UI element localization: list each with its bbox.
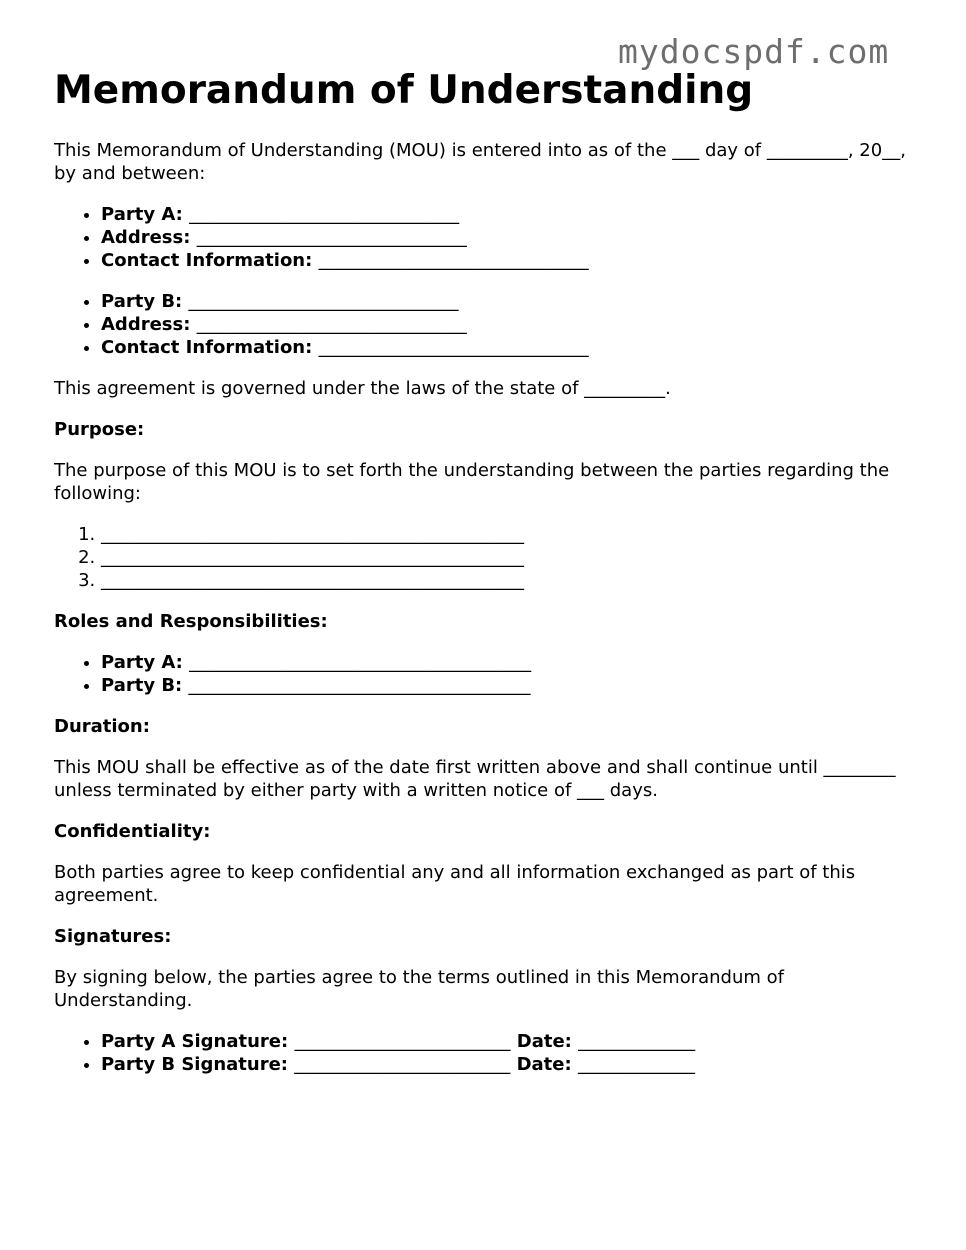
list-item [101, 203, 924, 226]
signatures-list [54, 1030, 924, 1076]
purpose-item-field[interactable]: 3. _______________________________________________ [101, 569, 924, 592]
intro-paragraph: This Memorandum of Understanding (MOU) is entered into as of the ___ day of _________, 20__, by and between: [54, 140, 906, 184]
party-a-date-label: Date: [516, 1031, 572, 1052]
list-item [101, 1030, 924, 1053]
party-a-signature-label: Party A Signature: [101, 1031, 289, 1052]
confidentiality-paragraph: Both parties agree to keep confidential any and all information exchanged as part of this agreement. [54, 862, 856, 906]
governing-law-paragraph: This agreement is governed under the laws of the state of _________. [54, 378, 671, 399]
party-b-contact-field[interactable]: ______________________________ [318, 337, 589, 358]
party-a-label: Party A: [101, 204, 183, 225]
list-item [101, 674, 924, 697]
roles-party-a-label: Party A: [101, 652, 183, 673]
roles-party-b-label: Party B: [101, 675, 183, 696]
watermark: mydocspdf.com [618, 32, 890, 71]
party-b-label: Party B: [101, 291, 183, 312]
party-a-contact-field[interactable]: ______________________________ [318, 250, 589, 271]
party-a-address-label: Address: [101, 227, 191, 248]
confidentiality-heading: Confidentiality: [54, 821, 211, 842]
document-body [54, 139, 924, 1094]
list-item [101, 226, 924, 249]
roles-list [54, 651, 924, 697]
duration-paragraph: This MOU shall be effective as of the date first written above and shall continue until ________ unless terminated by either party with a written notice of ___ days. [54, 757, 896, 801]
party-a-signature-field[interactable]: ________________________ [294, 1031, 511, 1052]
list-item [101, 313, 924, 336]
signatures-heading: Signatures: [54, 926, 172, 947]
purpose-list [54, 523, 924, 592]
party-b-list [54, 290, 924, 359]
list-item [101, 290, 924, 313]
party-b-signature-label: Party B Signature: [101, 1054, 289, 1075]
list-item [101, 249, 924, 272]
party-a-date-field[interactable]: _____________ [578, 1031, 696, 1052]
party-a-name-field[interactable]: ______________________________ [189, 204, 460, 225]
party-b-address-field[interactable]: ______________________________ [196, 314, 467, 335]
list-item [101, 336, 924, 359]
purpose-heading: Purpose: [54, 419, 145, 440]
party-a-list [54, 203, 924, 272]
party-b-date-label: Date: [516, 1054, 572, 1075]
roles-party-a-field[interactable]: ______________________________________ [189, 652, 532, 673]
purpose-paragraph: The purpose of this MOU is to set forth the understanding between the parties regarding the following: [54, 460, 890, 504]
roles-party-b-field[interactable]: ______________________________________ [188, 675, 531, 696]
list-item [101, 651, 924, 674]
party-b-signature-field[interactable]: ________________________ [294, 1054, 511, 1075]
purpose-item-field[interactable]: 1. _______________________________________________ [101, 523, 924, 546]
party-b-address-label: Address: [101, 314, 191, 335]
signatures-paragraph: By signing below, the parties agree to the terms outlined in this Memorandum of Understanding. [54, 967, 784, 1011]
party-a-contact-label: Contact Information: [101, 250, 313, 271]
roles-heading: Roles and Responsibilities: [54, 611, 328, 632]
page-title: Memorandum of Understanding [54, 68, 754, 113]
duration-heading: Duration: [54, 716, 150, 737]
party-b-name-field[interactable]: ______________________________ [188, 291, 459, 312]
party-a-address-field[interactable]: ______________________________ [196, 227, 467, 248]
party-b-contact-label: Contact Information: [101, 337, 313, 358]
party-b-date-field[interactable]: _____________ [577, 1054, 695, 1075]
purpose-item-field[interactable]: 2. _______________________________________________ [101, 546, 924, 569]
list-item [101, 1053, 924, 1076]
